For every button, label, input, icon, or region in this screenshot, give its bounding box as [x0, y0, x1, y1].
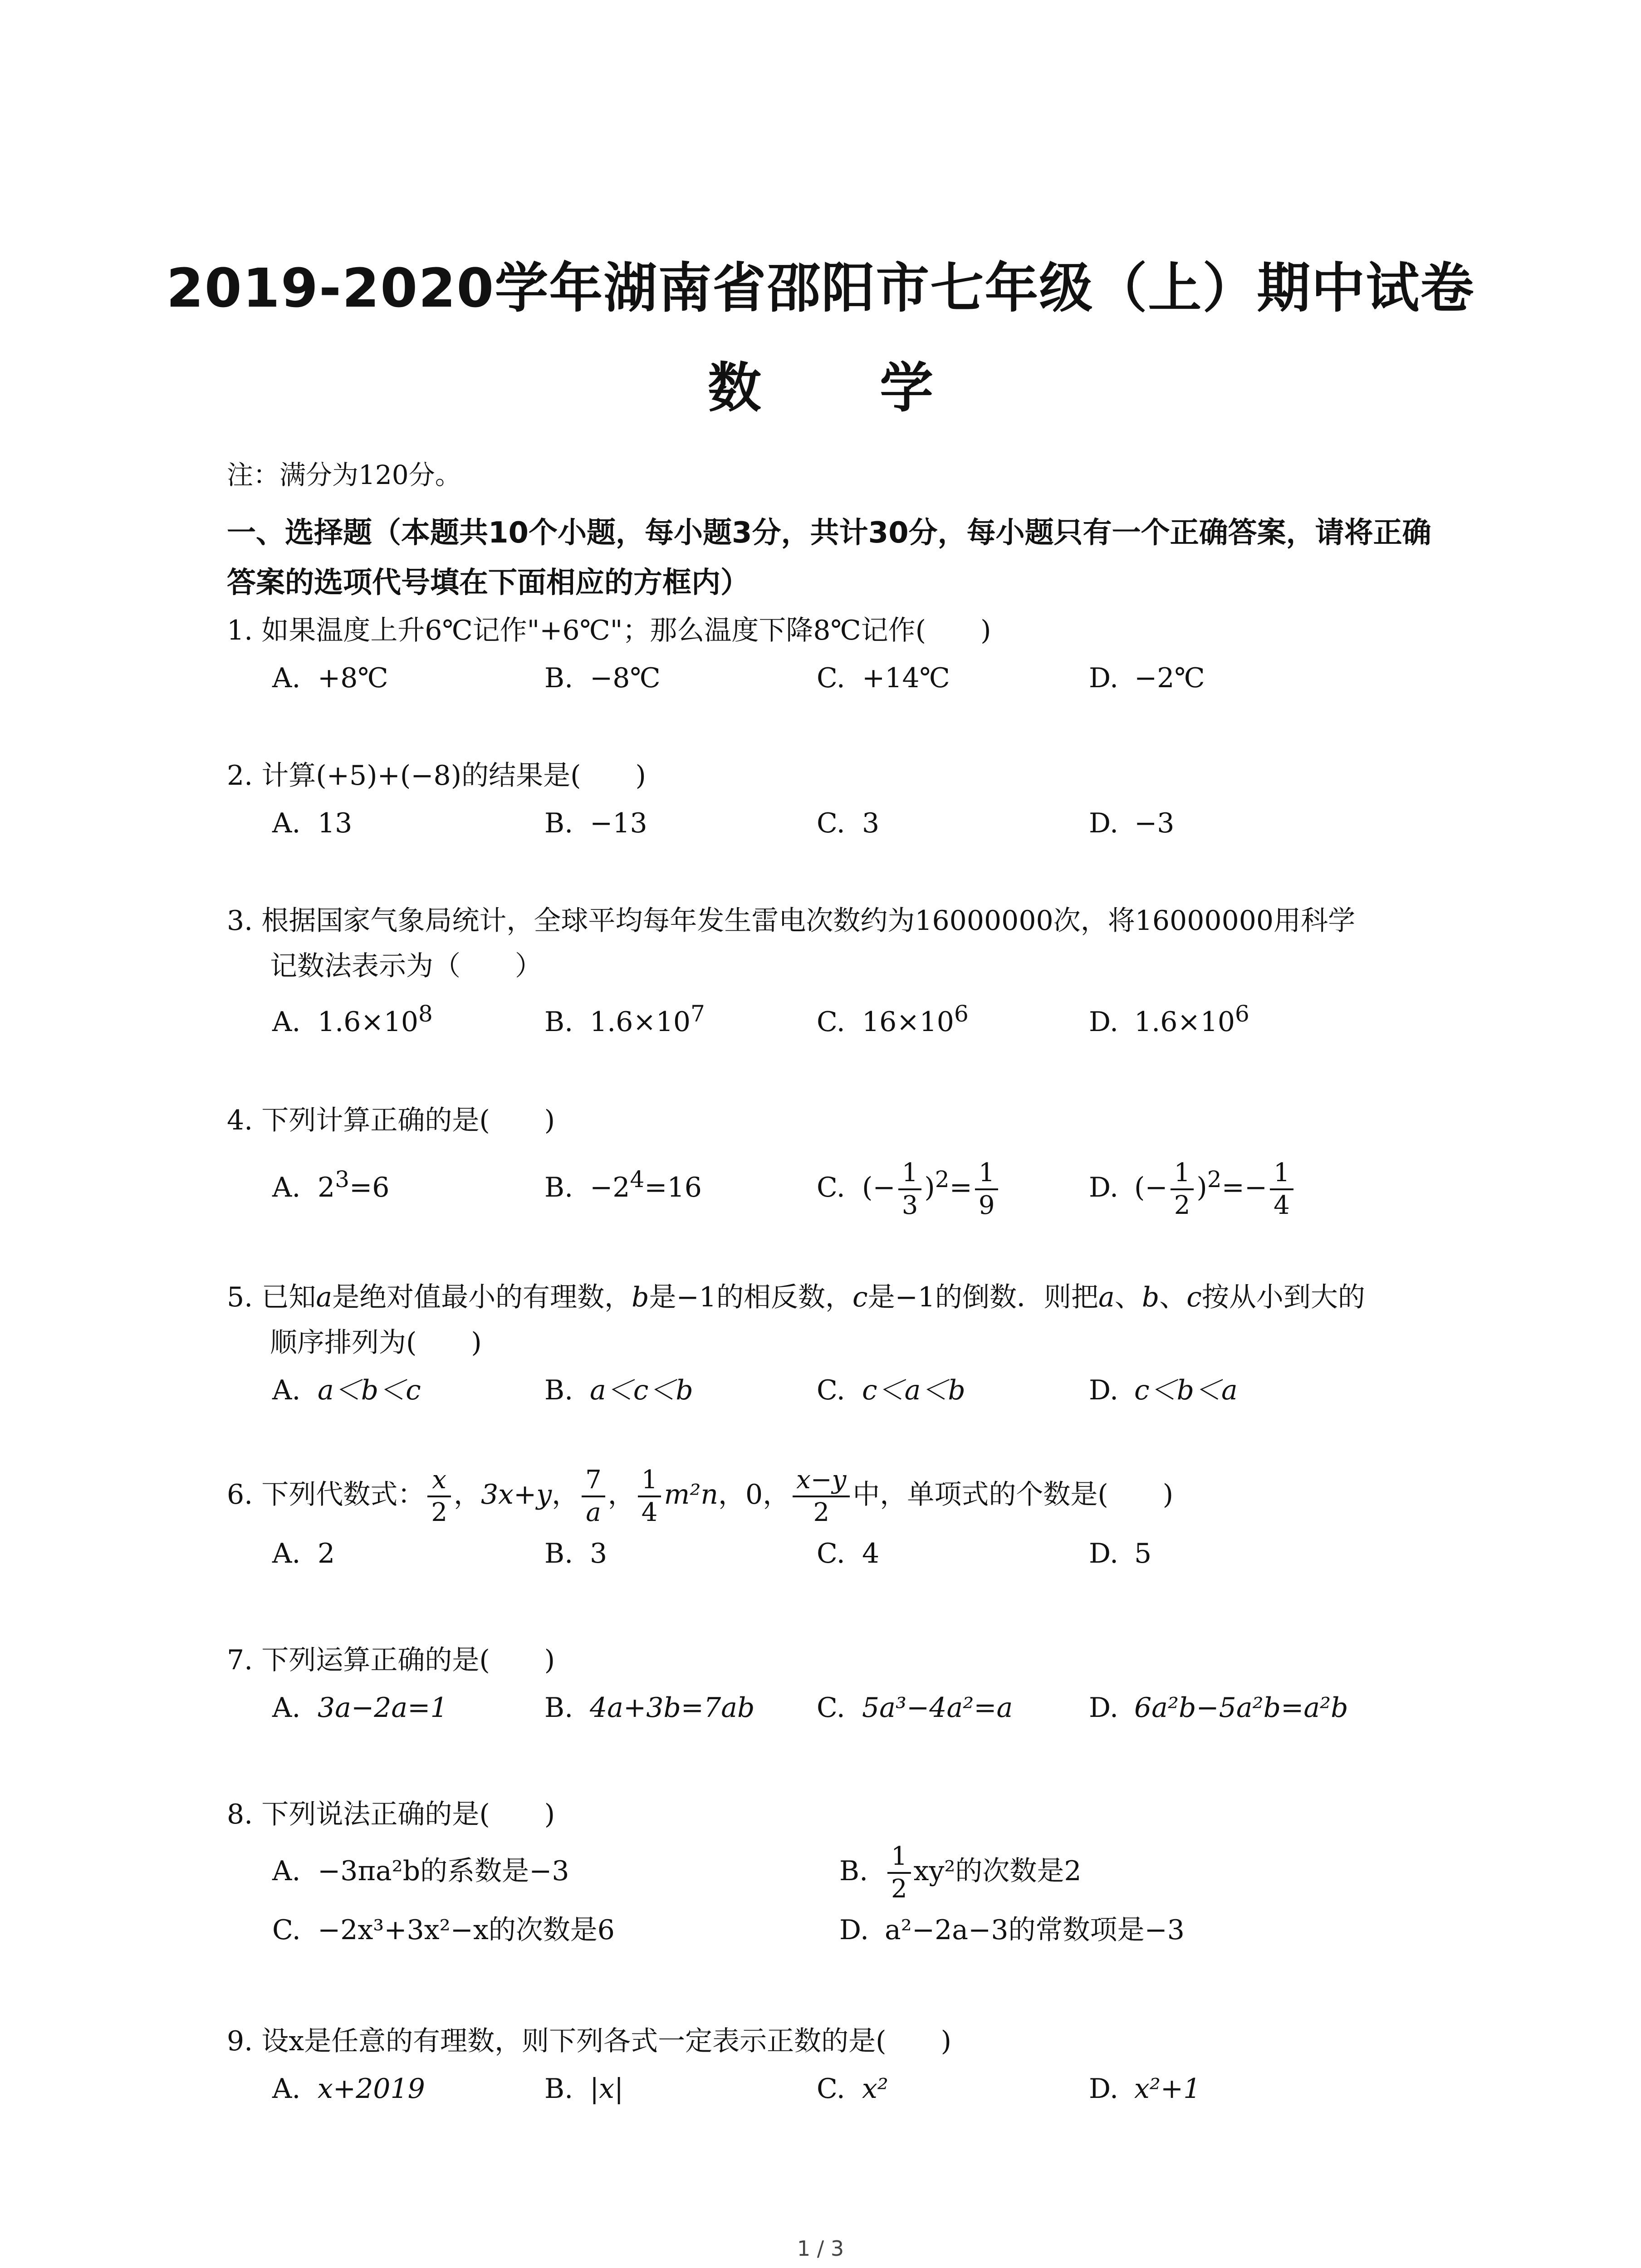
- option-b: B. $\frac{1}{2}$ xy²的次数是2: [839, 1842, 1082, 1904]
- option-c: C. $16\times 10^6$: [817, 1001, 969, 1038]
- option-d: D. 5: [1089, 1538, 1152, 1569]
- question-stem: 3. 根据国家气象局统计，全球平均每年发生雷电次数约为16000000次，将16000000用科学: [227, 905, 1356, 937]
- score-note: 注：满分为120分。: [227, 459, 461, 490]
- option-a: A. 3a−2a=1: [272, 1692, 448, 1724]
- option-b: B. |x|: [544, 2073, 624, 2105]
- option-c: C. 4: [817, 1538, 880, 1569]
- option-c: C. 3: [817, 807, 880, 839]
- subject-title: 数 学: [707, 357, 984, 419]
- option-a: A. $2^3=6$: [272, 1166, 390, 1203]
- section-heading: 一、选择题（本题共10个小题，每小题3分，共计30分，每小题只有一个正确答案，请将正确答案的选项代号填在下面相应的方框内）: [227, 516, 1431, 600]
- page-number: 1 / 3: [797, 2236, 844, 2261]
- fraction: $\frac{x-y}{2}$: [793, 1467, 850, 1525]
- fraction: $\frac{1}{2}$: [887, 1844, 911, 1902]
- option-b: B. −13: [544, 807, 647, 839]
- question-2: [227, 753, 1175, 848]
- option-b: B. $-2^4=16$: [544, 1166, 702, 1203]
- option-d: D. x²+1: [1089, 2073, 1201, 2105]
- option-d: D. −2℃: [1089, 662, 1205, 694]
- option-b: B. 3: [544, 1538, 607, 1569]
- question-stem: 6. 下列代数式： $\frac{x}{2}$ ，3x+y， $\frac{7}{a}$ ， $\frac{1}{4}$ m²n，0， $\frac{x-y}{2}$ 中，单项式的个数是( ): [227, 1465, 1174, 1528]
- question-stem-line2: 顺序排列为( ): [270, 1327, 482, 1359]
- fraction: $\frac{7}{a}$: [582, 1467, 605, 1525]
- question-6: [227, 1461, 1173, 1579]
- option-a: A. 13: [272, 807, 353, 839]
- question-5: [227, 1275, 1365, 1415]
- option-d: D. a²−2a−3的常数项是−3: [839, 1914, 1185, 1946]
- option-c: C. x²: [817, 2073, 888, 2105]
- question-stem: 4. 下列计算正确的是( ): [227, 1105, 555, 1136]
- question-stem: 8. 下列说法正确的是( ): [227, 1799, 555, 1830]
- option-b: B. 4a+3b=7ab: [544, 1692, 755, 1724]
- question-stem: 1. 如果温度上升6℃记作"+6℃"；那么温度下降8℃记作( ): [227, 615, 991, 646]
- question-7: [227, 1637, 1348, 1733]
- option-b: B. a＜c＜b: [544, 1374, 693, 1406]
- option-c: C. −2x³+3x²−x的次数是6: [272, 1914, 615, 1946]
- question-3: [227, 898, 1355, 1039]
- fraction: $\frac{1}{2}$: [1171, 1160, 1194, 1218]
- question-4: [227, 1098, 1290, 1221]
- option-a: A. 2: [272, 1538, 335, 1569]
- option-d: D. 6a²b−5a²b=a²b: [1089, 1692, 1348, 1724]
- question-8: [227, 1792, 1185, 1955]
- option-a: A. −3πa²b的系数是−3: [272, 1855, 569, 1887]
- fraction: $\frac{1}{4}$: [638, 1467, 661, 1525]
- option-c: C. (− $\frac{1}{3}$ )$^2$= $\frac{1}{9}$: [817, 1143, 1001, 1224]
- option-a: A. +8℃: [272, 662, 388, 694]
- fraction: $\frac{1}{4}$: [1270, 1160, 1293, 1218]
- question-stem: 2. 计算(+5)+(−8)的结果是( ): [227, 760, 646, 792]
- fraction: $\frac{1}{3}$: [898, 1160, 922, 1218]
- question-stem: 5. 已知a是绝对值最小的有理数，b是−1的相反数，c是−1的倒数．则把a、b、c按从小到大的: [227, 1281, 1365, 1313]
- option-d: D. −3: [1089, 807, 1175, 839]
- option-b: B. $1.6\times 10^7$: [544, 1001, 705, 1038]
- question-stem-line2: 记数法表示为（ ）: [270, 950, 542, 982]
- fraction: $\frac{x}{2}$: [427, 1467, 451, 1525]
- option-c: C. +14℃: [817, 662, 950, 694]
- option-b: B. −8℃: [544, 662, 661, 694]
- option-d: D. $1.6\times 10^6$: [1089, 1001, 1249, 1038]
- question-stem: 9. 设x是任意的有理数，则下列各式一定表示正数的是( ): [227, 2025, 951, 2057]
- option-d: D. c＜b＜a: [1089, 1374, 1238, 1406]
- option-d: D. (− $\frac{1}{2}$ )$^2$=− $\frac{1}{4}$: [1089, 1143, 1296, 1224]
- question-1: [227, 608, 1205, 703]
- option-a: A. a＜b＜c: [272, 1374, 421, 1406]
- option-a: A. x+2019: [272, 2073, 425, 2105]
- question-stem: 7. 下列运算正确的是( ): [227, 1644, 555, 1676]
- option-c: C. 5a³−4a²=a: [817, 1692, 1013, 1724]
- fraction: $\frac{1}{9}$: [975, 1160, 999, 1218]
- option-c: C. c＜a＜b: [817, 1374, 965, 1406]
- question-9: [227, 2019, 1201, 2114]
- option-a: A. $1.6\times 10^8$: [272, 1001, 433, 1038]
- page-title: 2019-2020学年湖南省邵阳市七年级（上）期中试卷: [166, 257, 1475, 319]
